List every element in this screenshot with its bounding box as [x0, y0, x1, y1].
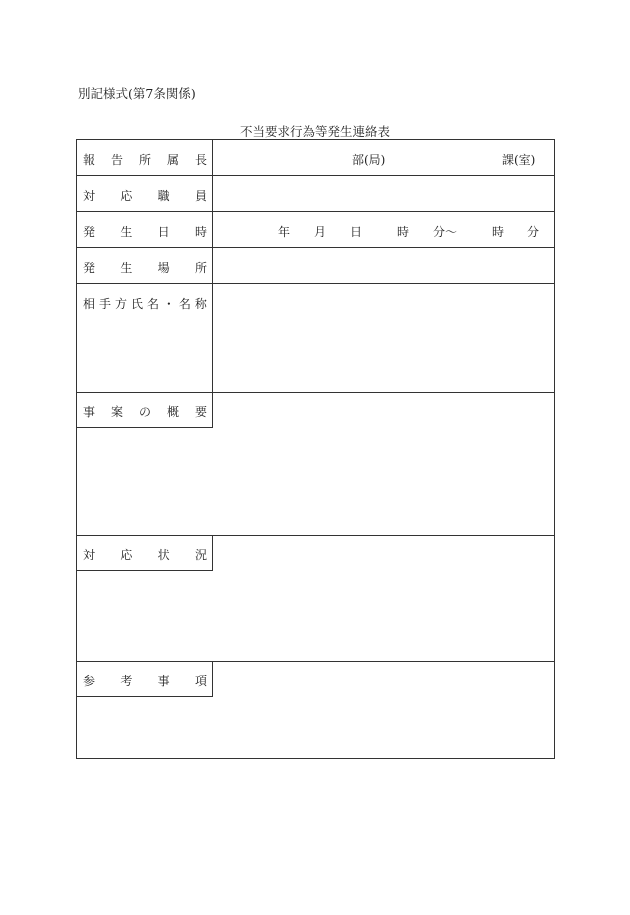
day-unit: 日 [350, 225, 363, 239]
response-label: 対 応 状 況 [83, 548, 207, 562]
row-divider [77, 211, 554, 212]
dept-suffix: 部(局) [352, 153, 386, 167]
response-label-box [76, 535, 213, 571]
year-unit: 年 [278, 225, 291, 239]
reporter-label: 報 告 所 属 長 [83, 153, 207, 167]
row-divider [77, 283, 554, 284]
reference-label: 参 考 事 項 [83, 674, 207, 688]
row-divider [77, 247, 554, 248]
place-label: 発 生 場 所 [83, 261, 207, 275]
report-form-table [76, 139, 555, 759]
row-divider [77, 175, 554, 176]
form-reference: 別記様式(第7条関係) [78, 86, 196, 101]
summary-label-box [76, 392, 213, 428]
summary-label: 事 案 の 概 要 [83, 405, 207, 419]
minute-unit-start: 分〜 [433, 225, 458, 239]
reference-label-box [76, 661, 213, 697]
document-title: 不当要求行為等発生連絡表 [239, 124, 390, 139]
section-suffix: 課(室) [502, 153, 536, 167]
hour-unit-end: 時 [492, 225, 505, 239]
month-unit: 月 [314, 225, 327, 239]
counterpart-label: 相 手 方 氏 名 ・ 名 称 [83, 297, 207, 311]
label-column-divider [212, 140, 213, 393]
staff-label: 対 応 職 員 [83, 189, 207, 203]
datetime-label: 発 生 日 時 [83, 225, 207, 239]
hour-unit-start: 時 [397, 225, 410, 239]
minute-unit-end: 分 [527, 225, 540, 239]
